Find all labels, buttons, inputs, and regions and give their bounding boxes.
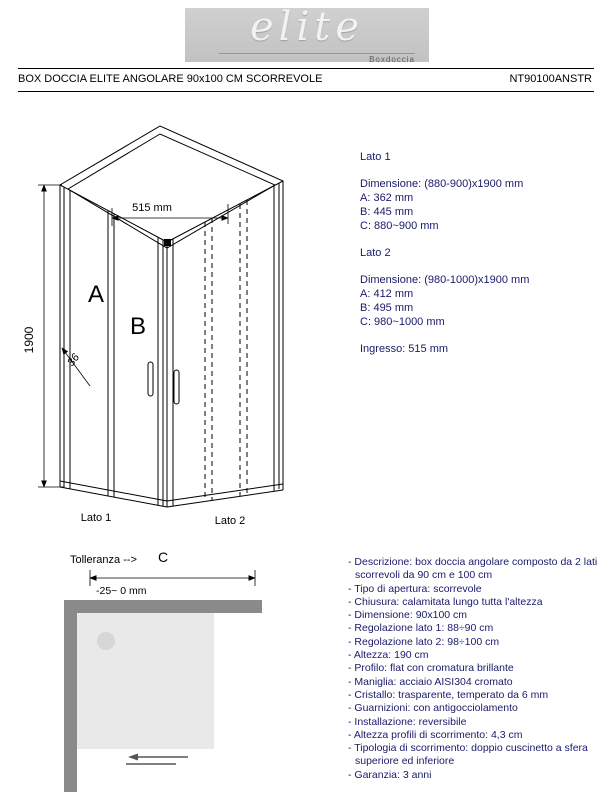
lato1-b: B: 445 mm [360,206,414,218]
title-rule-top [18,68,594,69]
feature-item: - Descrizione: box doccia angolare composto da 2 lati scorrevoli da 90 cm e 100 cm [348,556,598,582]
shower-tray [77,613,214,749]
feature-item: - Profilo: flat con cromatura brillante [348,662,514,675]
tolerance-range-label: -25~ 0 mm [96,585,147,597]
feature-item: - Chiusura: calamitata lungo tutta l'altezza [348,595,543,608]
right-door-panels [173,186,274,506]
lato1-heading: Lato 1 [360,151,391,163]
ingresso-line: Ingresso: 515 mm [360,343,449,355]
tolerance-drawing [58,545,283,792]
dim-width-label: 515 mm [132,202,172,214]
lato1-dimensione: Dimensione: (880-900)x1900 mm [360,178,524,190]
feature-item: - Altezza profili di scorrimento: 4,3 cm [348,728,523,741]
lato2-b: B: 495 mm [360,302,414,314]
height-dimension [22,185,64,487]
lato1-label: Lato 1 [80,512,112,524]
product-code: NT90100ANSTR [509,73,592,85]
dim-angle-label: 36 [65,351,83,369]
feature-item: - Dimensione: 90x100 cm [348,609,468,622]
panel-b-label: B [130,313,147,340]
feature-item: - Tipo di apertura: scorrevole [348,582,482,595]
dimension-specs [360,150,595,356]
lato1-a: A: 362 mm [360,192,414,204]
shower-box-drawing [18,112,348,537]
feature-item: - Tipologia di scorrimento: doppio cuscinetto a sfera superiore ed inferiore [348,742,588,768]
logo-divider [219,53,415,54]
title-rule-bottom [18,91,594,92]
brand-logo-text: elite [249,4,364,50]
panel-a-label: A [88,281,105,308]
tolerance-section-letter: C [158,549,169,565]
feature-item: - Guarnizioni: con antigocciolamento [348,702,518,715]
feature-item: - Regolazione lato 2: 98÷100 cm [348,635,500,648]
brand-logo [185,4,429,64]
lato2-c: C: 980~1000 mm [360,316,445,328]
lato2-a: A: 412 mm [360,288,414,300]
dim-height-label: 1900 [22,326,36,354]
product-title: BOX DOCCIA ELITE ANGOLARE 90x100 CM SCORREVOLE [18,73,323,85]
lato2-dimensione: Dimensione: (980-1000)x1900 mm [360,274,530,286]
top-frame [60,126,283,248]
feature-item: - Garanzia: 3 anni [348,768,432,781]
frame-edges [60,181,283,507]
lato2-heading: Lato 2 [360,247,391,259]
tolerance-label: Tolleranza --> [70,554,137,566]
feature-item: - Altezza: 190 cm [348,649,429,662]
feature-item: - Installazione: reversibile [348,715,467,728]
feature-item: - Maniglia: acciaio AISI304 cromato [348,675,513,688]
drain-circle [97,632,115,650]
sliding-door-symbol [126,754,188,765]
feature-list [348,556,602,782]
feature-item: - Cristallo: trasparente, temperato da 6 mm [348,688,549,701]
tolerance-dimension [90,570,255,597]
brand-logo-subtext: Boxdoccia [369,55,415,64]
angle-dimension [62,348,90,386]
feature-item: - Regolazione lato 1: 88÷90 cm [348,622,494,635]
lato1-c: C: 880~900 mm [360,220,439,232]
lato2-label: Lato 2 [214,515,246,527]
